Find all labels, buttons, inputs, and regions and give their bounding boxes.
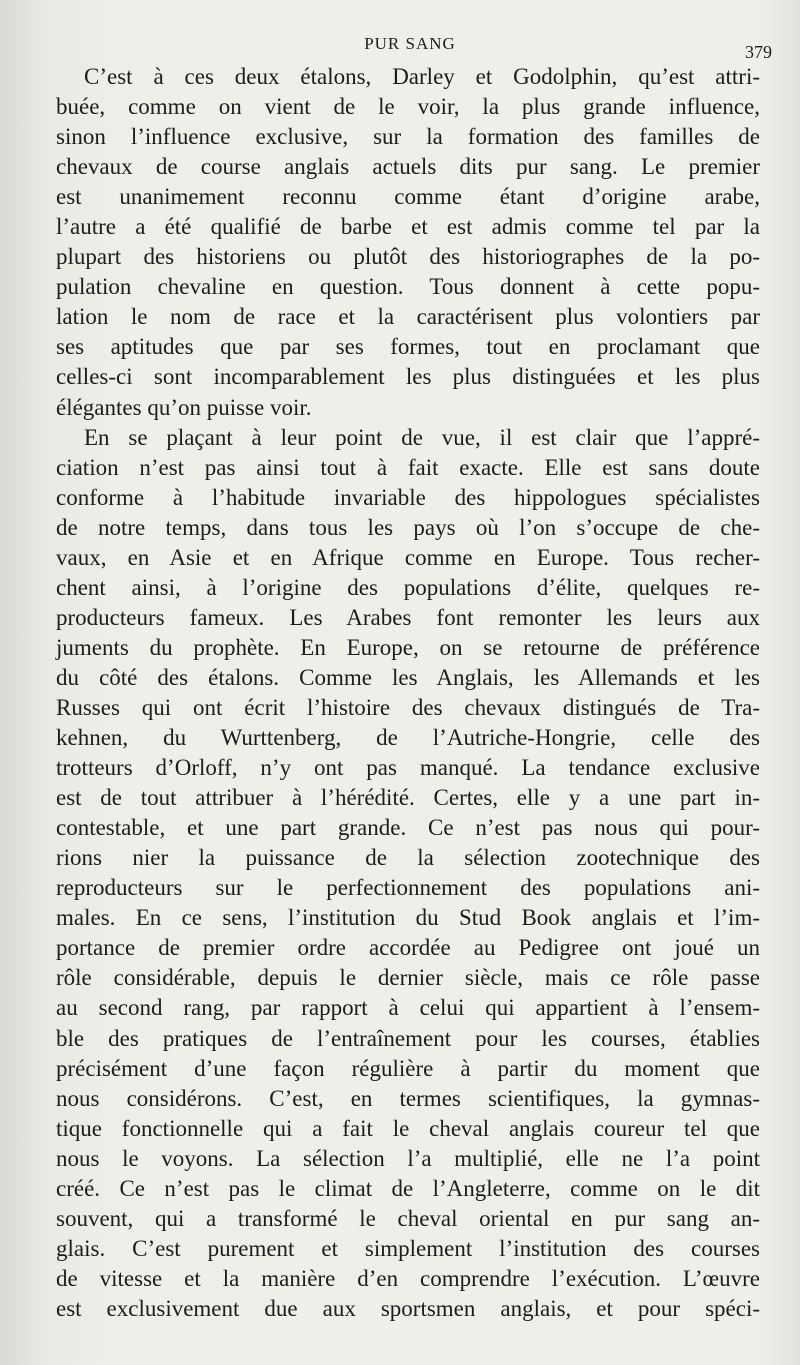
text-line: buée, comme on vient de le voir, la plus grande influence,	[56, 94, 760, 120]
text-line: sinon l’influence exclusive, sur la formation des familles de	[56, 124, 760, 150]
text-line: contestable, et une part grande. Ce n’est pas nous qui pour-	[56, 815, 760, 841]
text-line: du côté des étalons. Comme les Anglais, les Allemands et les	[56, 664, 760, 690]
text-line: au second rang, par rapport à celui qui appartient à l’ensem-	[56, 995, 760, 1021]
text-line: portance de premier ordre accordée au Pedigree ont joué un	[56, 935, 760, 961]
running-title: PUR SANG	[364, 34, 456, 53]
text-line: conforme à l’habitude invariable des hippologues spécialistes	[56, 484, 760, 510]
text-line: trotteurs d’Orloff, n’y ont pas manqué. La tendance exclusive	[56, 755, 760, 781]
running-head	[0, 34, 800, 62]
text-line: rions nier la puissance de la sélection zootechnique des	[56, 845, 760, 871]
page-number: 379	[745, 42, 772, 62]
text-line: ses aptitudes que par ses formes, tout en proclamant que	[56, 334, 760, 360]
text-line: ciation n’est pas ainsi tout à fait exacte. Elle est sans doute	[56, 454, 760, 480]
text-line: celles-ci sont incomparablement les plus distinguées et les plus	[56, 364, 760, 390]
text-line: pulation chevaline en question. Tous donnent à cette popu-	[56, 274, 760, 300]
text-line: C’est à ces deux étalons, Darley et Godolphin, qu’est attri-	[84, 64, 760, 89]
text-line: élégantes qu’on puisse voir.	[56, 394, 312, 420]
text-line: reproducteurs sur le perfectionnement des populations ani-	[56, 875, 760, 901]
text-line: est unanimement reconnu comme étant d’origine arabe,	[56, 184, 760, 210]
body-text	[56, 62, 760, 1324]
text-line: souvent, qui a transformé le cheval oriental en pur sang an-	[56, 1205, 760, 1231]
text-line: de vitesse et la manière d’en comprendre l’exécution. L’œuvre	[56, 1265, 760, 1291]
text-line: lation le nom de race et la caractérisent plus volontiers par	[56, 304, 760, 330]
text-line: tique fonctionnelle qui a fait le cheval anglais coureur tel que	[56, 1115, 760, 1141]
text-line: nous le voyons. La sélection l’a multiplié, elle ne l’a point	[56, 1145, 760, 1171]
text-line: rôle considérable, depuis le dernier siècle, mais ce rôle passe	[56, 965, 760, 991]
text-line: plupart des historiens ou plutôt des historiographes de la po-	[56, 244, 760, 270]
text-line: précisément d’une façon régulière à partir du moment que	[56, 1055, 760, 1081]
text-line: males. En ce sens, l’institution du Stud Book anglais et l’im-	[56, 905, 760, 931]
text-line: En se plaçant à leur point de vue, il est clair que l’appré-	[84, 424, 760, 450]
text-line: créé. Ce n’est pas le climat de l’Angleterre, comme on le dit	[56, 1175, 760, 1201]
text-line: nous considérons. C’est, en termes scientifiques, la gymnas-	[56, 1085, 760, 1111]
text-line: vaux, en Asie et en Afrique comme en Europe. Tous recher-	[56, 544, 760, 570]
text-line: est exclusivement due aux sportsmen anglais, et pour spéci-	[56, 1295, 760, 1321]
text-line: juments du prophète. En Europe, on se retourne de préférence	[56, 634, 760, 660]
text-line: chevaux de course anglais actuels dits pur sang. Le premier	[56, 154, 760, 180]
text-line: Russes qui ont écrit l’histoire des chevaux distingués de Tra-	[56, 694, 760, 720]
text-line: l’autre a été qualifié de barbe et est admis comme tel par la	[56, 214, 760, 240]
text-line: producteurs fameux. Les Arabes font remonter les leurs aux	[56, 604, 760, 630]
text-line: chent ainsi, à l’origine des populations d’élite, quelques re-	[56, 574, 760, 600]
text-line: kehnen, du Wurttenberg, de l’Autriche-Hongrie, celle des	[56, 725, 760, 751]
text-line: ble des pratiques de l’entraînement pour les courses, établies	[56, 1025, 760, 1051]
text-line: de notre temps, dans tous les pays où l’on s’occupe de che-	[56, 514, 760, 540]
text-line: glais. C’est purement et simplement l’institution des courses	[56, 1235, 760, 1261]
text-line: est de tout attribuer à l’hérédité. Certes, elle y a une part in-	[56, 785, 760, 811]
